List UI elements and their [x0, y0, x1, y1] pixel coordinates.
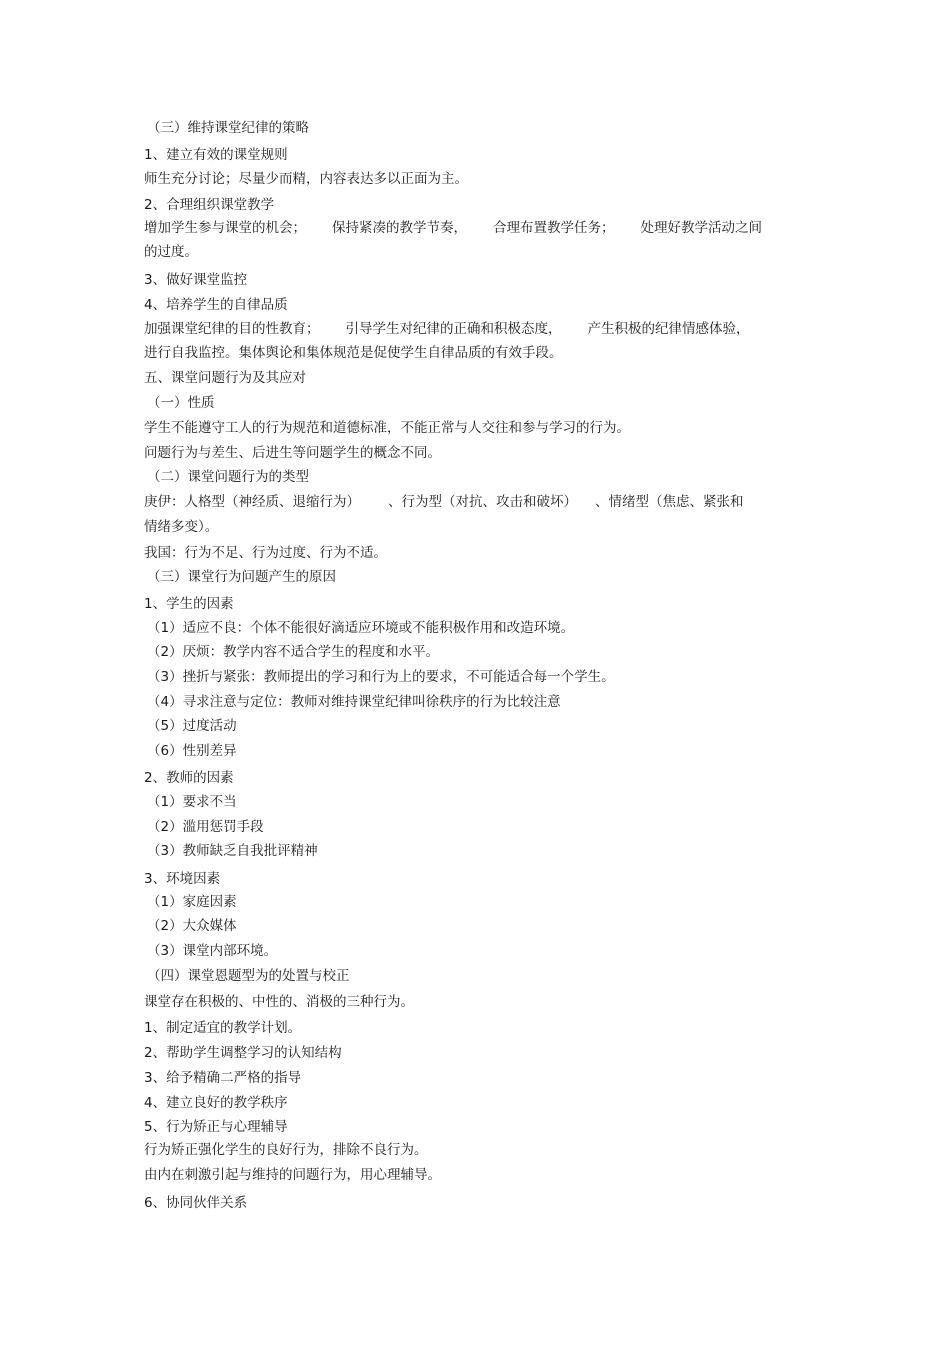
paragraph-line: 的过度。 [144, 244, 198, 260]
text-run: 、情绪型（焦虑、紧张和 [595, 494, 744, 510]
section-heading: （三）课堂行为问题产生的原因 [147, 569, 336, 585]
list-item: （3）教师缺乏自我批评精神 [147, 843, 318, 859]
item-heading: 3、环境因素 [144, 871, 221, 887]
list-item: （5）过度活动 [147, 718, 237, 734]
item-heading: 2、帮助学生调整学习的认知结构 [144, 1045, 342, 1061]
text-run: 产生积极的纪律情感体验， [587, 321, 750, 337]
paragraph-line: 进行自我监控。集体舆论和集体规范是促使学生自律品质的有效手段。 [144, 345, 563, 361]
item-heading: 1、学生的因素 [144, 596, 234, 612]
list-item: （1）要求不当 [147, 794, 237, 810]
list-item: （1）家庭因素 [147, 894, 237, 910]
text-run: 引导学生对纪律的正确和积极态度， [345, 321, 562, 337]
text-run: 加强课堂纪律的目的性教育； [144, 321, 320, 337]
item-heading: 1、制定适宜的教学计划。 [144, 1020, 302, 1036]
section-heading: （二）课堂问题行为的类型 [147, 469, 309, 485]
item-heading: 1、建立有效的课堂规则 [144, 147, 288, 163]
item-heading: 2、合理组织课堂教学 [144, 197, 275, 213]
paragraph: 师生充分讨论；尽量少而精，内容表达多以正面为主。 [144, 171, 468, 187]
list-item: （2）滥用惩罚手段 [147, 819, 264, 835]
section-heading: （四）课堂恩题型为的处置与校正 [147, 968, 350, 984]
list-item: （2）厌烦：教学内容不适合学生的程度和水平。 [147, 644, 440, 660]
paragraph-line [144, 320, 750, 338]
paragraph: 课堂存在积极的、中性的、消极的三种行为。 [144, 994, 414, 1010]
section-heading: （三）维持课堂纪律的策略 [147, 120, 309, 136]
list-item: （2）大众媒体 [147, 918, 237, 934]
text-run: 庚伊：人格型（神经质、退缩行为） [144, 494, 360, 510]
list-item: （1）适应不良：个体不能很好滴适应环境或不能积极作用和改造环境。 [147, 620, 575, 636]
list-item: （6）性别差异 [147, 743, 237, 759]
paragraph: 行为矫正强化学生的良好行为，排除不良行为。 [144, 1142, 428, 1158]
text-run: 处理好教学活动之间 [640, 220, 762, 236]
item-heading: 3、做好课堂监控 [144, 272, 248, 288]
chapter-heading: 五、课堂问题行为及其应对 [144, 370, 306, 386]
paragraph-line [144, 219, 762, 237]
text-run: 增加学生参与课堂的机会； [144, 220, 306, 236]
item-heading: 4、建立良好的教学秩序 [144, 1095, 288, 1111]
item-heading: 6、协同伙伴关系 [144, 1195, 248, 1211]
section-heading: （一）性质 [147, 395, 215, 411]
item-heading: 5、行为矫正与心理辅导 [144, 1119, 288, 1135]
item-heading: 4、培养学生的自律品质 [144, 297, 288, 313]
paragraph: 我国：行为不足、行为过度、行为不适。 [144, 545, 387, 561]
paragraph-line [144, 493, 744, 511]
list-item: （3）课堂内部环境。 [147, 943, 278, 959]
item-heading: 3、给予精确二严格的指导 [144, 1070, 302, 1086]
text-run: 、行为型（对抗、攻击和破坏） [388, 494, 577, 510]
paragraph: 由内在刺激引起与维持的问题行为，用心理辅导。 [144, 1167, 441, 1183]
list-item: （4）寻求注意与定位：教师对维持课堂纪律叫徐秩序的行为比较注意 [147, 694, 561, 710]
paragraph: 问题行为与差生、后进生等问题学生的概念不同。 [144, 445, 441, 461]
paragraph: 学生不能遵守工人的行为规范和道德标准，不能正常与人交往和参与学习的行为。 [144, 420, 630, 436]
text-run: 保持紧凑的教学节奏， [332, 220, 467, 236]
item-heading: 2、教师的因素 [144, 770, 234, 786]
paragraph-line: 情绪多变）。 [144, 519, 219, 535]
list-item: （3）挫折与紧张：教师提出的学习和行为上的要求，不可能适合每一个学生。 [147, 669, 615, 685]
text-run: 合理布置教学任务； [493, 220, 615, 236]
